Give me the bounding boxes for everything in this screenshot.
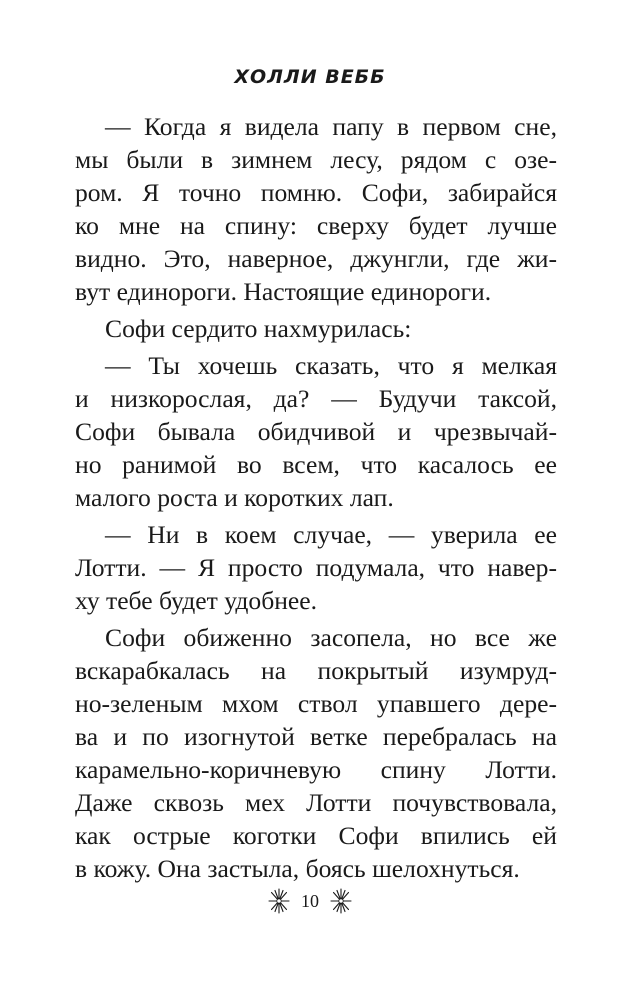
paragraph	[75, 349, 557, 514]
paragraph	[75, 518, 557, 617]
text-line: малого роста и коротких лап.	[75, 483, 394, 512]
text-line: Софи обиженно засопела, но все же	[105, 623, 557, 652]
running-header: ХОЛЛИ ВЕББ	[234, 66, 386, 88]
text-line: карамельно-коричневую спину Лотти.	[75, 755, 557, 784]
text-line: но-зеленым мхом ствол упавшего дере-	[75, 689, 557, 718]
text-line: — Ни в коем случае, — уверила ее	[105, 520, 557, 549]
star-burst-icon	[267, 888, 291, 914]
text-line: ко мне на спину: сверху будет лучше	[75, 211, 557, 240]
paragraph	[75, 621, 557, 885]
text-line: и низкорослая, да? — Будучи таксой,	[75, 384, 557, 413]
text-line: — Когда я видела папу в первом сне,	[105, 112, 557, 141]
star-burst-icon	[329, 888, 353, 914]
text-line: видно. Это, наверное, джунгли, где жи-	[75, 244, 557, 273]
text-line: ром. Я точно помню. Софи, забирайся	[75, 178, 557, 207]
paragraph	[75, 312, 557, 345]
text-line: вут единороги. Настоящие единороги.	[75, 277, 492, 306]
text-line: ху тебе будет удобнее.	[75, 586, 318, 615]
paragraph	[75, 110, 557, 308]
text-line: мы были в зимнем лесу, рядом с озе-	[75, 145, 557, 174]
text-line: вскарабкалась на покрытый изумруд-	[75, 656, 557, 685]
text-line: — Ты хочешь сказать, что я мелкая	[105, 351, 557, 380]
text-line: Даже сквозь мех Лотти почувствовала,	[75, 788, 557, 817]
text-line: как острые коготки Софи впились ей	[75, 821, 557, 850]
page-folio	[0, 888, 620, 914]
text-line: ва и по изогнутой ветке перебралась на	[75, 722, 557, 751]
text-line: Софи бывала обидчивой и чрезвычай-	[75, 417, 557, 446]
page-number: 10	[301, 890, 319, 911]
text-line: но ранимой во всем, что касалось ее	[75, 450, 557, 479]
body-text	[75, 110, 557, 889]
text-line: в кожу. Она застыла, боясь шелохнуться.	[75, 854, 520, 883]
text-line: Лотти. — Я просто подумала, что навер-	[75, 553, 557, 582]
text-line: Софи сердито нахмурилась:	[105, 314, 412, 343]
